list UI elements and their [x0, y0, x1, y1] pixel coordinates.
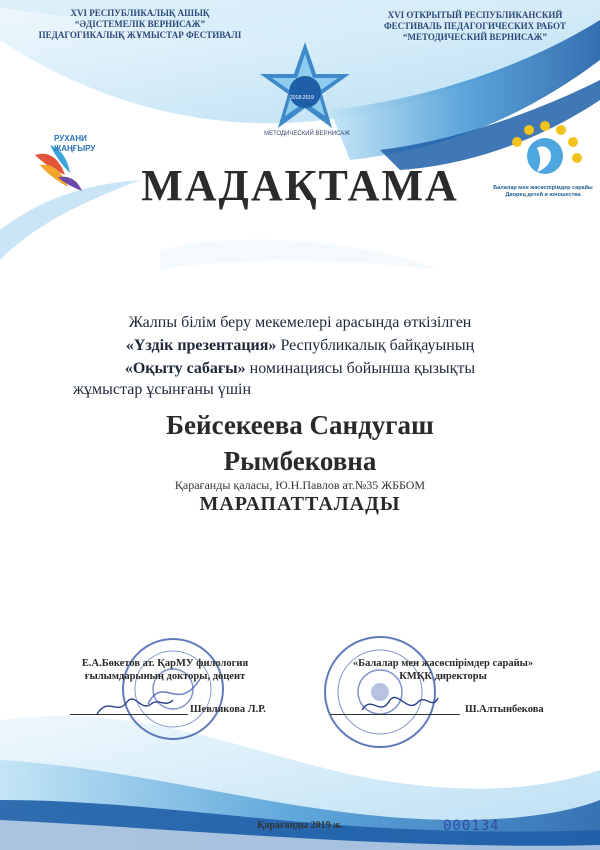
left-signatory-title — [60, 657, 270, 683]
right-signatory-line: КМҚК директоры — [399, 671, 487, 682]
right-signatory-line: «Балалар мен жасөспірімдер сарайы» — [352, 658, 534, 669]
palace-logo-line: Дворец детей и юношества — [505, 192, 581, 198]
body-line-3-rest: номинациясы бойынша қызықты — [245, 360, 476, 377]
festival-logo-caption: МЕТОДИЧЕСКИЙ ВЕРНИСАЖ — [264, 131, 350, 137]
header-right-line: XVI ОТКРЫТЫЙ РЕСПУБЛИКАНСКИЙ — [387, 10, 563, 20]
left-stamp — [118, 634, 228, 744]
left-signatory-line: Е.А.Бөкетов ат. ҚарМУ филология — [81, 658, 249, 669]
recipient-name-line-2: Рымбековна — [223, 446, 377, 476]
awarded-text: МАРАПАТТАЛАДЫ — [199, 493, 401, 515]
body-line-2 — [40, 336, 560, 356]
recipient-school: Қарағанды қаласы, Ю.Н.Павлов ат.№35 ЖББОМ — [174, 478, 426, 492]
rukhani-logo-text — [54, 134, 95, 154]
left-signatory-name: Шевлякова Л.Р. — [190, 704, 266, 715]
header-right-line: ФЕСТИВАЛЬ ПЕДАГОГИЧЕСКИХ РАБОТ — [383, 21, 567, 31]
right-signatory-title — [318, 657, 568, 683]
body-line-2-rest: Республикалық байқауының — [276, 337, 475, 354]
header-left-line: ПЕДАГОГИКАЛЫҚ ЖҰМЫСТАР ФЕСТИВАЛІ — [38, 30, 242, 40]
recipient-name-line-1: Бейсекеева Сандугаш — [166, 410, 434, 440]
rukhani-logo-line: ЖАҢҒЫРУ — [54, 144, 96, 153]
right-signatory-name: Ш.Алтынбекова — [465, 704, 544, 715]
right-handwritten-signature — [360, 690, 440, 720]
header-left-line: XVI РЕСПУБЛИКАЛЫҚ АШЫҚ — [70, 8, 210, 18]
rukhani-logo-line: РУХАНИ — [54, 134, 87, 143]
serial-number: 000134 — [443, 818, 500, 834]
certificate-title: МАДАҚТАМА — [141, 161, 459, 210]
header-right-russian — [360, 10, 590, 43]
header-left-kazakh — [20, 8, 260, 41]
left-handwritten-signature — [95, 690, 175, 720]
left-signatory-line: ғылымдарының докторы, доцент — [84, 671, 246, 682]
body-line-3 — [40, 359, 560, 379]
body-line-4: жұмыстар ұсынғаны үшін — [73, 381, 252, 398]
footer-city-year: Қарағанды 2019 ж. — [257, 820, 343, 831]
contest-name: «Үздік презентация» — [125, 337, 277, 354]
palace-logo-line: Балалар мен жасөспірімдер сарайы — [493, 185, 593, 191]
header-right-line: “МЕТОДИЧЕСКИЙ ВЕРНИСАЖ” — [403, 32, 547, 42]
nomination-name: «Оқыту сабағы» — [124, 360, 246, 377]
header-left-line: “ӘДІСТЕМЕЛІК ВЕРНИСАЖ” — [74, 19, 206, 29]
festival-logo-year: 2018-2019 — [290, 95, 314, 101]
body-line-1: Жалпы білім беру мекемелері арасында өткізілген — [128, 314, 472, 331]
festival-star-logo — [250, 40, 360, 140]
